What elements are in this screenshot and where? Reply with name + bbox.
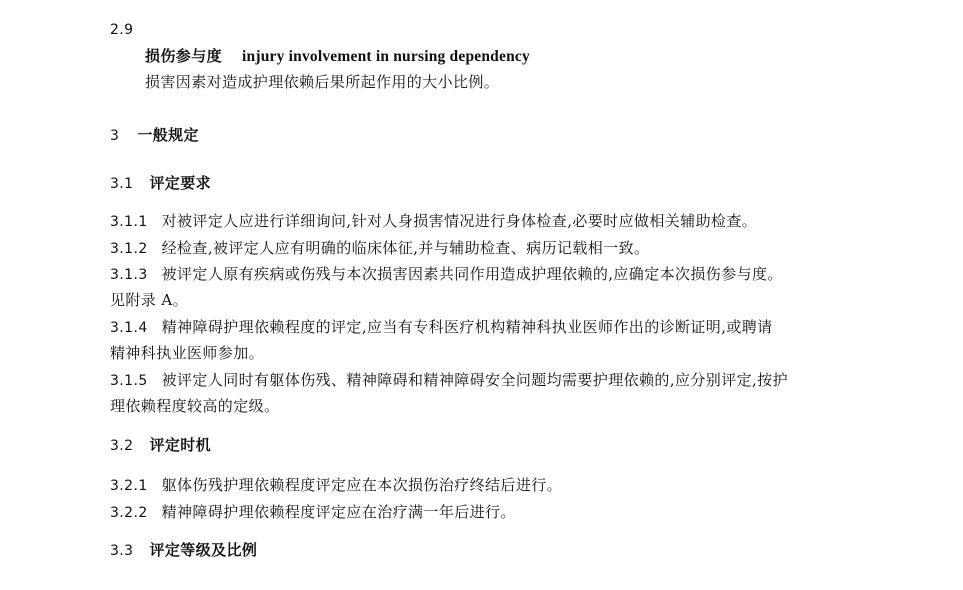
clause-3-2-1 [110, 475, 562, 496]
clause-text: 对被评定人应进行详细询问,针对人身损害情况进行身体检查,必要时应做相关辅助检查。 [161, 212, 758, 230]
term-english: injury involvement in nursing dependency [242, 48, 530, 65]
section-heading-3-1 [110, 173, 211, 194]
clause-3-1-4-continued: 精神科执业医师参加。 [110, 344, 265, 362]
clause-3-1-2 [110, 238, 649, 259]
clause-number: 3.1.1 [110, 214, 148, 230]
term-definition: 损害因素对造成护理依赖后果所起作用的大小比例。 [145, 73, 500, 91]
clause-3-1-5-continued: 理依赖程度较高的定级。 [110, 397, 280, 415]
clause-text: 精神障碍护理依赖程度的评定,应当有专科医疗机构精神科执业医师作出的诊断证明,或聘请 [161, 318, 773, 336]
section-number: 3 [110, 128, 120, 144]
section-title: 评定要求 [149, 174, 212, 192]
section-title: 评定等级及比例 [149, 541, 258, 559]
clause-3-1-4 [110, 317, 773, 338]
clause-3-1-3-continued: 见附录 A。 [110, 291, 189, 309]
clause-3-1-3 [110, 264, 783, 285]
term-heading [145, 46, 530, 67]
clause-number: 3.2.1 [110, 478, 148, 494]
clause-3-2-2 [110, 502, 516, 523]
clause-number: 3.2.2 [110, 505, 148, 521]
section-number: 3.3 [110, 543, 134, 559]
section-number: 3.2 [110, 438, 134, 454]
clause-number: 3.1.5 [110, 373, 148, 389]
section-title: 评定时机 [149, 436, 212, 454]
section-heading-3-3 [110, 540, 257, 561]
term-chinese: 损伤参与度 [145, 47, 223, 65]
section-number-2-9: 2.9 [110, 22, 134, 38]
clause-3-1-5 [110, 370, 788, 391]
clause-text: 被评定人原有疾病或伤残与本次损害因素共同作用造成护理依赖的,应确定本次损伤参与度。 [161, 265, 783, 283]
clause-text: 被评定人同时有躯体伤残、精神障碍和精神障碍安全问题均需要护理依赖的,应分别评定,按护 [161, 371, 788, 389]
clause-text: 躯体伤残护理依赖程度评定应在本次损伤治疗终结后进行。 [161, 476, 563, 494]
section-number: 3.1 [110, 176, 134, 192]
clause-number: 3.1.4 [110, 320, 148, 336]
clause-number: 3.1.2 [110, 241, 148, 257]
clause-text: 经检查,被评定人应有明确的临床体征,并与辅助检查、病历记载相一致。 [161, 239, 650, 257]
section-title: 一般规定 [137, 126, 199, 144]
clause-text: 精神障碍护理依赖程度评定应在治疗满一年后进行。 [161, 503, 516, 521]
clause-number: 3.1.3 [110, 267, 148, 283]
clause-3-1-1 [110, 211, 757, 232]
section-heading-3-2 [110, 435, 211, 456]
section-heading-3 [110, 125, 199, 146]
